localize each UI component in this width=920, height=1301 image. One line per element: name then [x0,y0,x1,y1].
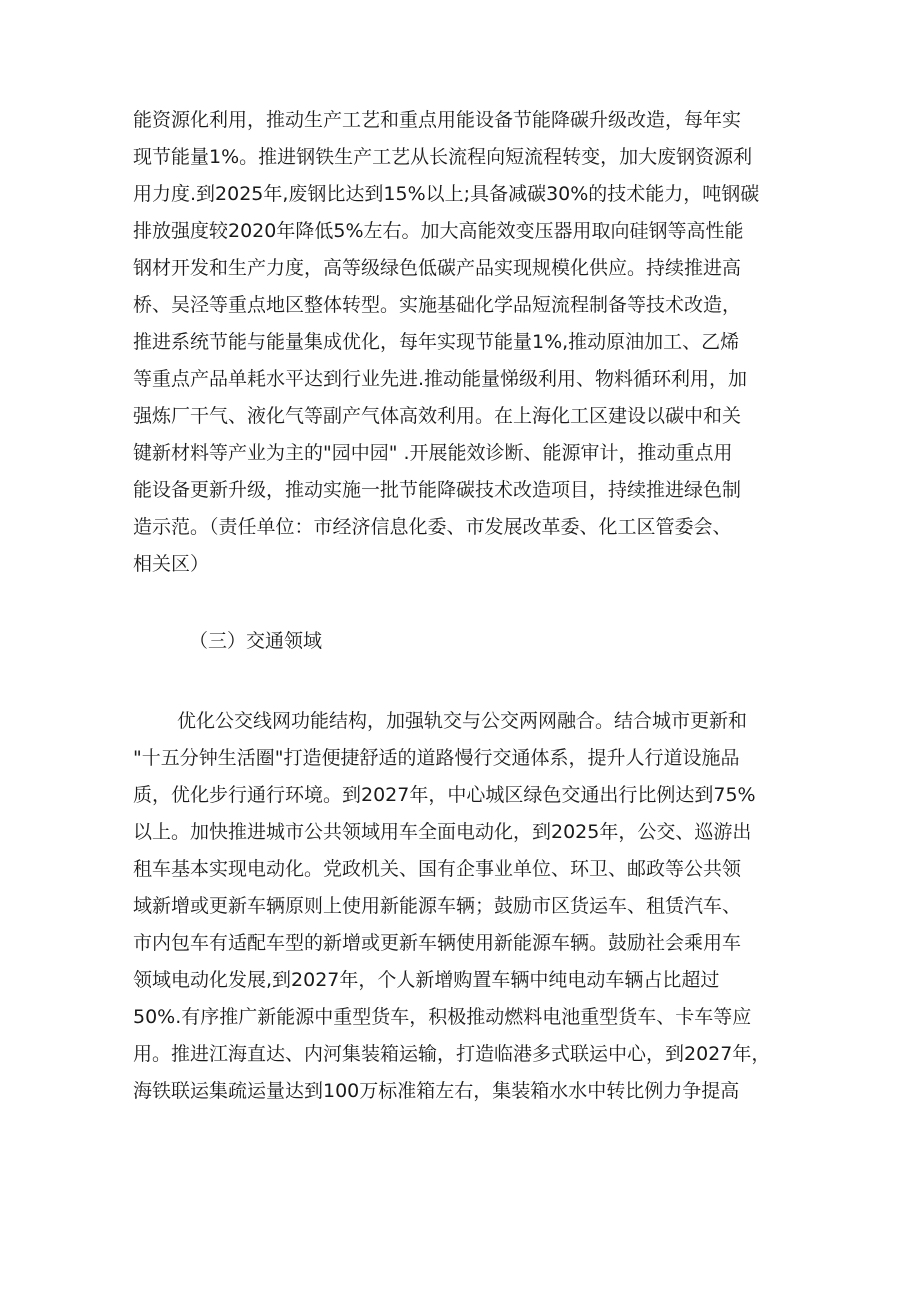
paragraph-line: 用力度.到2025年,废钢比达到15%以上;具备减碳30%的技术能力，吨钢碳 [133,183,760,205]
paragraph-line: 强炼厂干气、液化气等副产气体高效利用。在上海化工区建设以碳中和关 [133,405,742,427]
paragraph-line: 钢材开发和生产力度，高等级绿色低碳产品实现规模化供应。持续推进高 [133,257,742,279]
paragraph-line: 海铁联运集疏运量达到100万标准箱左右，集装箱水水中转比例力争提高 [133,1080,740,1102]
paragraph-line: 造示范。（责任单位：市经济信息化委、市发展改革委、化工区管委会、 [133,516,732,538]
paragraph-line: 质，优化步行通行环境。到2027年，中心城区绿色交通出行比例达到75% [133,784,756,806]
paragraph-line: 以上。加快推进城市公共领域用车全面电动化，到2025年，公交、巡游出 [133,821,752,843]
paragraph-line: 能设备更新升级，推动实施一批节能降碳技术改造项目，持续推进绿色制 [133,479,742,501]
paragraph-line: "十五分钟生活圈"打造便捷舒适的道路慢行交通体系，提升人行道设施品 [133,747,740,769]
paragraph-line: 现节能量1%。推进钢铁生产工艺从长流程向短流程转变，加大废钢资源利 [133,146,753,168]
paragraph-line: 排放强度较2020年降低5%左右。加大高能效变压器用取向硅钢等高性能 [133,220,744,242]
paragraph-line: 用。推进江海直达、内河集装箱运输，打造临港多式联运中心，到2027年， [133,1043,771,1065]
paragraph-line: 市内包车有适配车型的新增或更新车辆使用新能源车辆。鼓励社会乘用车 [133,932,742,954]
paragraph-line: 能资源化利用，推动生产工艺和重点用能设备节能降碳升级改造，每年实 [133,109,742,131]
paragraph-line: 桥、吴泾等重点地区整体转型。实施基础化学品短流程制备等技术改造， [133,294,742,316]
paragraph-line: 等重点产品单耗水平达到行业先进.推动能量悌级利用、物料循环利用，加 [133,368,748,390]
paragraph-line: 相关区） [133,553,210,575]
paragraph-line: 50%.有序推广新能源中重型货车，积极推动燃料电池重型货车、卡车等应 [133,1006,752,1028]
paragraph-line: 键新材料等产业为主的"园中园" .开展能效诊断、能源审计，推动重点用 [133,442,733,464]
section-heading: （三）交通领域 [189,630,323,652]
paragraph-line: 领域电动化发展,到2027年，个人新增购置车辆中纯电动车辆占比超过 [133,969,720,991]
paragraph-line: 域新增或更新车辆原则上使用新能源车辆；鼓励市区货运车、租赁汽车、 [133,895,742,917]
paragraph-line: 租车基本实现电动化。党政机关、国有企事业单位、环卫、邮政等公共领 [133,858,742,880]
paragraph-line: 推进系统节能与能量集成优化，每年实现节能量1%,推动原油加工、乙烯 [133,331,740,353]
paragraph-line: 优化公交线网功能结构，加强轨交与公交两网融合。结合城市更新和 [177,710,748,732]
